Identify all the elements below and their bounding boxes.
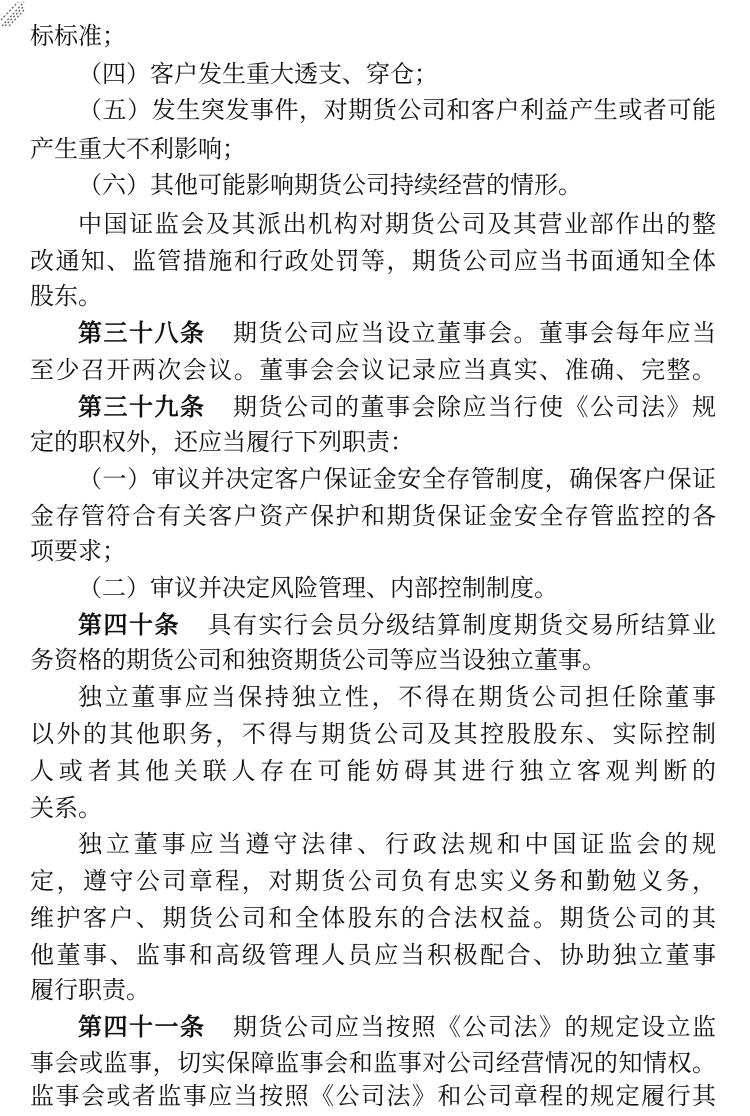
line-text: 维护客户、期货公司和全体股东的合法权益。期货公司的其 [30, 904, 716, 932]
line-text: 他董事、监事和高级管理人员应当积极配合、协助独立董事 [30, 941, 716, 969]
text-line [30, 861, 716, 901]
article-41-line [78, 1007, 716, 1047]
text-line [78, 90, 716, 130]
article-38-line [78, 313, 716, 353]
text-line [30, 751, 716, 791]
text-line [30, 935, 716, 975]
line-text: 事会或监事，切实保障监事会和监事对公司经营情况的知情权。 [30, 1049, 716, 1077]
line-text: 以外的其他职务，不得与期货公司及其控股股东、实际控制 [30, 720, 716, 748]
line-text: 关系。 [30, 794, 102, 822]
text-line [78, 165, 716, 205]
text-line [30, 714, 716, 754]
article-heading: 第四十条 [78, 611, 180, 639]
line-text: 期货公司的董事会除应当行使《公司法》规 [231, 393, 716, 421]
article-heading: 第三十八条 [78, 319, 206, 347]
text-line [78, 824, 716, 864]
line-text: （一）审议并决定客户保证金安全存管制度，确保客户保证 [78, 465, 716, 493]
line-text: 产生重大不利影响； [30, 135, 246, 163]
line-text: （六）其他可能影响期货公司持续经营的情形。 [78, 171, 582, 199]
line-text: （五）发生突发事件，对期货公司和客户利益产生或者可能 [78, 96, 716, 124]
text-line [30, 422, 716, 462]
article-40-line [78, 605, 716, 645]
line-text: 定，遵守公司章程，对期货公司负有忠实义务和勤勉义务， [30, 867, 716, 895]
text-line [30, 531, 716, 571]
line-text: 标标准； [30, 22, 126, 50]
line-text: （四）客户发生重大透支、穿仓； [78, 60, 438, 88]
text-line [30, 970, 716, 1010]
text-line [78, 568, 716, 608]
line-text: 履行职责。 [30, 976, 150, 1004]
article-39-line [78, 387, 716, 427]
line-text: 期货公司应当按照《公司法》的规定设立监 [231, 1013, 716, 1041]
line-text: 监事会或者监事应当按照《公司法》和公司章程的规定履行其 [30, 1082, 716, 1110]
line-text: 期货公司应当设立董事会。董事会每年应当 [231, 319, 716, 347]
text-line [30, 16, 716, 56]
text-line [30, 276, 716, 316]
article-heading: 第四十一条 [78, 1013, 206, 1041]
text-line [78, 54, 716, 94]
line-text: （二）审议并决定风险管理、内部控制制度。 [78, 574, 558, 602]
line-text: 定的职权外，还应当履行下列职责： [30, 428, 414, 456]
line-text: 改通知、监管措施和行政处罚等，期货公司应当书面通知全体 [30, 247, 716, 275]
text-line [78, 204, 716, 244]
article-heading: 第三十九条 [78, 393, 206, 421]
text-line [78, 459, 716, 499]
line-text: 中国证监会及其派出机构对期货公司及其营业部作出的整 [78, 210, 716, 238]
line-text: 人或者其他关联人存在可能妨碍其进行独立客观判断的 [30, 757, 716, 785]
text-line [30, 350, 716, 390]
line-text: 股东。 [30, 282, 102, 310]
line-text: 项要求； [30, 537, 126, 565]
scan-artifact-icon [0, 0, 26, 28]
line-text: 具有实行会员分级结算制度期货交易所结算业 [206, 611, 716, 639]
line-text: 独立董事应当保持独立性，不得在期货公司担任除董事 [78, 683, 716, 711]
line-text: 至少召开两次会议。董事会会议记录应当真实、准确、完整。 [30, 356, 716, 384]
text-line [30, 496, 716, 536]
text-line [30, 788, 716, 828]
text-line [78, 677, 716, 717]
text-line [30, 1076, 716, 1116]
text-line [30, 640, 716, 680]
text-line [30, 241, 716, 281]
line-text: 独立董事应当遵守法律、行政法规和中国证监会的规 [78, 830, 716, 858]
line-text: 金存管符合有关客户资产保护和期货保证金安全存管监控的各 [30, 502, 716, 530]
line-text: 务资格的期货公司和独资期货公司等应当设独立董事。 [30, 646, 606, 674]
text-line [30, 129, 716, 169]
text-line [30, 898, 716, 938]
